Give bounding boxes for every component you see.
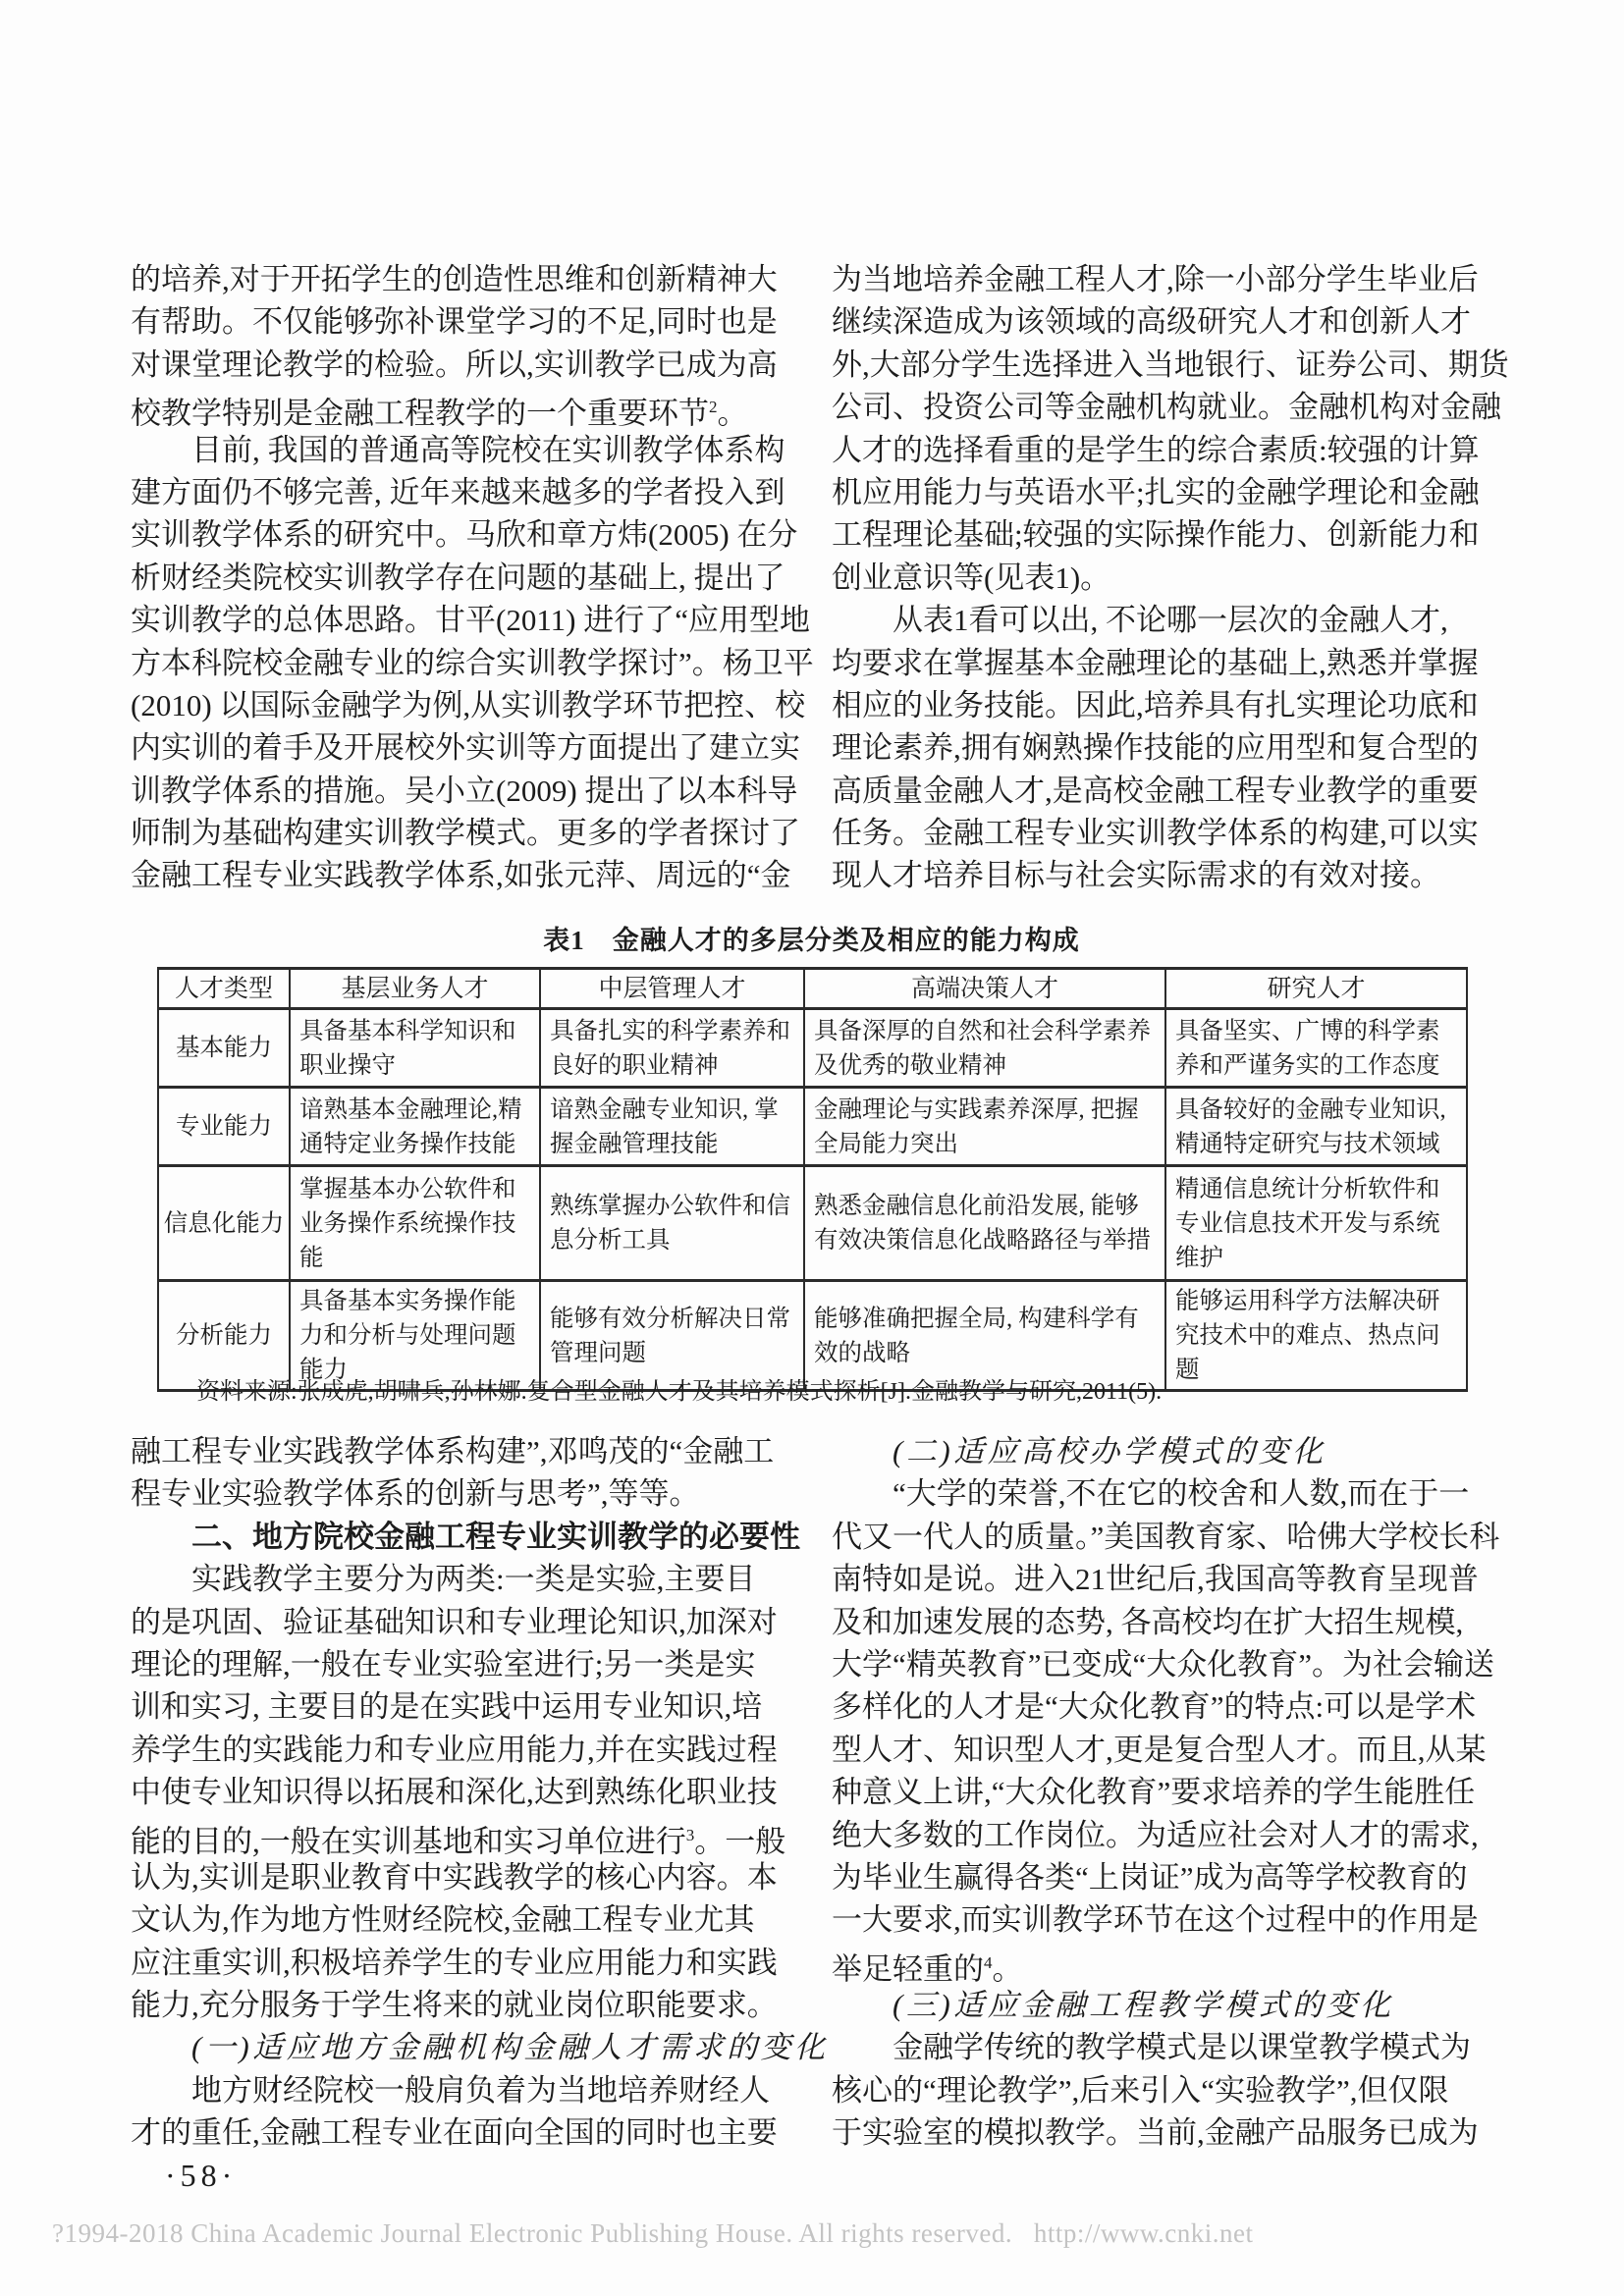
- text-line: 均要求在掌握基本金融理论的基础上,熟悉并掌握: [832, 645, 1479, 680]
- text-line: 外,大部分学生选择进入当地银行、证券公司、期货: [832, 347, 1509, 382]
- table-cell: 金融理论与实践素养深厚, 把握全局能力突出: [804, 1088, 1165, 1166]
- text-line: 融工程专业实践教学体系构建”,邓鸣茂的“金融工: [131, 1434, 775, 1468]
- text-line: (三)适应金融工程教学模式的变化: [893, 1988, 1394, 2023]
- text-line: 养学生的实践能力和专业应用能力,并在实践过程: [131, 1732, 778, 1767]
- table-header-row: [158, 969, 1467, 1009]
- text-line: 核心的“理论教学”,后来引入“实验教学”,但仅限: [832, 2072, 1449, 2108]
- text-line: 相应的业务技能。因此,培养具有扎实理论功底和: [832, 687, 1479, 722]
- table-cell: 谙熟金融专业知识, 掌握金融管理技能: [540, 1088, 804, 1166]
- left-top-column: [131, 258, 814, 897]
- table-cell: 能够运用科学方法解决研究技术中的难点、热点问题: [1165, 1281, 1467, 1391]
- text-line: 能力,充分服务于学生将来的就业岗位职能要求。: [131, 1988, 778, 2023]
- page-number: ·58·: [165, 2158, 238, 2193]
- text-line: 及和加速发展的态势, 各高校均在扩大招生规模,: [832, 1604, 1464, 1639]
- text-line: 金融学传统的教学模式是以课堂教学模式为: [893, 2030, 1471, 2065]
- table-cell: 具备深厚的自然和社会科学素养及优秀的敬业精神: [804, 1009, 1165, 1088]
- text-line: 举足轻重的$^4$。: [832, 1951, 1023, 1987]
- column-header: 高端决策人才: [804, 969, 1165, 1009]
- text-line: 代又一代人的质量。”美国教育家、哈佛大学校长科: [832, 1519, 1500, 1554]
- table-cell: 具备扎实的科学素养和良好的职业精神: [540, 1009, 804, 1088]
- text-line: 的培养,对于开拓学生的创造性思维和创新精神大: [131, 262, 778, 296]
- row-label: 分析能力: [158, 1281, 290, 1391]
- talent-table: [157, 967, 1468, 1392]
- text-line: 训和实习, 主要目的是在实践中运用专业知识,培: [131, 1689, 763, 1725]
- text-line: 中使专业知识得以拓展和深化,达到熟练化职业技: [131, 1775, 778, 1810]
- text-line: 人才的选择看重的是学生的综合素质:较强的计算: [832, 432, 1480, 467]
- table-cell: 具备坚实、广博的科学素养和严谨务实的工作态度: [1165, 1009, 1467, 1088]
- text-line: 才的重任,金融工程专业在面向全国的同时也主要: [131, 2115, 778, 2151]
- text-line: 二、地方院校金融工程专业实训教学的必要性: [191, 1519, 800, 1554]
- right-bottom-column: [832, 1430, 1529, 2155]
- table-cell: 谙熟基本金融理论,精通特定业务操作技能: [290, 1088, 540, 1166]
- text-line: 目前, 我国的普通高等院校在实训教学体系构: [191, 432, 785, 467]
- text-line: 建方面仍不够完善, 近年来越来越多的学者投入到: [131, 474, 785, 509]
- column-header: 人才类型: [158, 969, 290, 1009]
- table-row: [158, 1088, 1467, 1166]
- text-line: 高质量金融人才,是高校金融工程专业教学的重要: [832, 773, 1479, 808]
- table-row: [158, 1166, 1467, 1281]
- left-bottom-column: [131, 1430, 829, 2155]
- right-top-column: [832, 258, 1529, 897]
- table-cell: 熟练掌握办公软件和信息分析工具: [540, 1166, 804, 1281]
- table-cell: 能够准确把握全局, 构建科学有效的战略: [804, 1281, 1165, 1391]
- text-line: 一大要求,而实训教学环节在这个过程中的作用是: [832, 1902, 1479, 1938]
- copyright-footer: ?1994-2018 China Academic Journal Electronic Publishing House. All rights reserved. http://www.cnki.net: [52, 2218, 1254, 2248]
- text-line: 理论素养,拥有娴熟操作技能的应用型和复合型的: [832, 730, 1479, 766]
- text-line: 为毕业生赢得各类“上岗证”成为高等学校教育的: [832, 1859, 1468, 1895]
- text-line: 从表1看可以出, 不论哪一层次的金融人才,: [893, 603, 1448, 638]
- text-line: 析财经类院校实训教学存在问题的基础上, 提出了: [131, 560, 785, 595]
- row-label: 信息化能力: [158, 1166, 290, 1281]
- text-line: 能的目的,一般在实训基地和实习单位进行$^3$。一般: [131, 1823, 786, 1858]
- table-cell: 能够有效分析解决日常管理问题: [540, 1281, 804, 1391]
- text-line: 金融工程专业实践教学体系,如张元萍、周远的“金: [131, 858, 791, 893]
- text-line: 任务。金融工程专业实训教学体系的构建,可以实: [832, 816, 1479, 851]
- text-line: 有帮助。不仅能够弥补课堂学习的不足,同时也是: [131, 304, 778, 340]
- text-line: “大学的荣誉,不在它的校舍和人数,而在于一: [893, 1476, 1470, 1512]
- column-header: 研究人才: [1165, 969, 1467, 1009]
- table-cell: 具备基本科学知识和职业操守: [290, 1009, 540, 1088]
- table-caption: 表1 金融人才的多层分类及相应的能力构成: [543, 926, 1080, 955]
- text-line: 校教学特别是金融工程教学的一个重要环节$^2$。: [131, 396, 748, 431]
- text-line: 工程理论基础;较强的实际操作能力、创新能力和: [832, 517, 1480, 553]
- text-line: 理论的理解,一般在专业实验室进行;另一类是实: [131, 1646, 756, 1682]
- text-line: 继续深造成为该领域的高级研究人才和创新人才: [832, 304, 1471, 340]
- table-cell: 熟悉金融信息化前沿发展, 能够有效决策信息化战略路径与举措: [804, 1166, 1165, 1281]
- text-line: 型人才、知识型人才,更是复合型人才。而且,从某: [832, 1732, 1487, 1767]
- table-cell: 掌握基本办公软件和业务操作系统操作技能: [290, 1166, 540, 1281]
- text-line: 文认为,作为地方性财经院校,金融工程专业尤其: [131, 1902, 755, 1938]
- column-header: 基层业务人才: [290, 969, 540, 1009]
- text-line: 程专业实验教学体系的创新与思考”,等等。: [131, 1476, 700, 1512]
- text-line: 方本科院校金融专业的综合实训教学探讨”。杨卫平: [131, 645, 814, 680]
- table-row: [158, 1281, 1467, 1391]
- text-line: (2010) 以国际金融学为例,从实训教学环节把控、校: [131, 687, 806, 722]
- text-line: 现人才培养目标与社会实际需求的有效对接。: [832, 858, 1440, 893]
- column-header: 中层管理人才: [540, 969, 804, 1009]
- row-label: 基本能力: [158, 1009, 290, 1088]
- table-body: [158, 1009, 1467, 1391]
- table-source: 资料来源:张成虎,胡啸兵,孙林娜.复合型金融人才及其培养模式探析[J].金融教学与研究,2011(5).: [196, 1379, 1163, 1405]
- text-line: 认为,实训是职业教育中实践教学的核心内容。本: [131, 1859, 778, 1895]
- text-line: 对课堂理论教学的检验。所以,实训教学已成为高: [131, 347, 778, 382]
- text-line: 师制为基础构建实训教学模式。更多的学者探讨了: [131, 816, 800, 851]
- table-cell: 具备较好的金融专业知识,精通特定研究与技术领域: [1165, 1088, 1467, 1166]
- text-line: 应注重实训,积极培养学生的专业应用能力和实践: [131, 1945, 778, 1980]
- text-line: 实践教学主要分为两类:一类是实验,主要目: [191, 1562, 756, 1597]
- text-line: 多样化的人才是“大众化教育”的特点:可以是学术: [832, 1689, 1477, 1725]
- table-cell: 精通信息统计分析软件和专业信息技术开发与系统维护: [1165, 1166, 1467, 1281]
- text-line: 为当地培养金融工程人才,除一小部分学生毕业后: [832, 262, 1479, 296]
- table-header: [158, 969, 1467, 1009]
- text-line: 南特如是说。进入21世纪后,我国高等教育呈现普: [832, 1562, 1479, 1597]
- text-line: 绝大多数的工作岗位。为适应社会对人才的需求,: [832, 1817, 1479, 1852]
- text-line: 机应用能力与英语水平;扎实的金融学理论和金融: [832, 474, 1480, 509]
- row-label: 专业能力: [158, 1088, 290, 1166]
- text-line: (一)适应地方金融机构金融人才需求的变化: [191, 2030, 829, 2065]
- table-cell: 具备基本实务操作能力和分析与处理问题能力: [290, 1281, 540, 1391]
- text-line: 于实验室的模拟教学。当前,金融产品服务已成为: [832, 2115, 1479, 2151]
- text-line: 实训教学体系的研究中。马欣和章方炜(2005) 在分: [131, 517, 798, 553]
- text-line: (二)适应高校办学模式的变化: [893, 1434, 1326, 1468]
- text-line: 内实训的着手及开展校外实训等方面提出了建立实: [131, 730, 800, 766]
- text-line: 地方财经院校一般肩负着为当地培养财经人: [191, 2072, 770, 2108]
- text-line: 训教学体系的措施。吴小立(2009) 提出了以本科导: [131, 773, 798, 808]
- text-line: 大学“精英教育”已变成“大众化教育”。为社会输送: [832, 1646, 1495, 1682]
- text-line: 种意义上讲,“大众化教育”要求培养的学生能胜任: [832, 1775, 1476, 1810]
- text-line: 创业意识等(见表1)。: [832, 560, 1111, 595]
- text-line: 公司、投资公司等金融机构就业。金融机构对金融: [832, 390, 1501, 425]
- text-line: 实训教学的总体思路。甘平(2011) 进行了“应用型地: [131, 603, 811, 638]
- text-line: 的是巩固、验证基础知识和专业理论知识,加深对: [131, 1604, 778, 1639]
- table-row: [158, 1009, 1467, 1088]
